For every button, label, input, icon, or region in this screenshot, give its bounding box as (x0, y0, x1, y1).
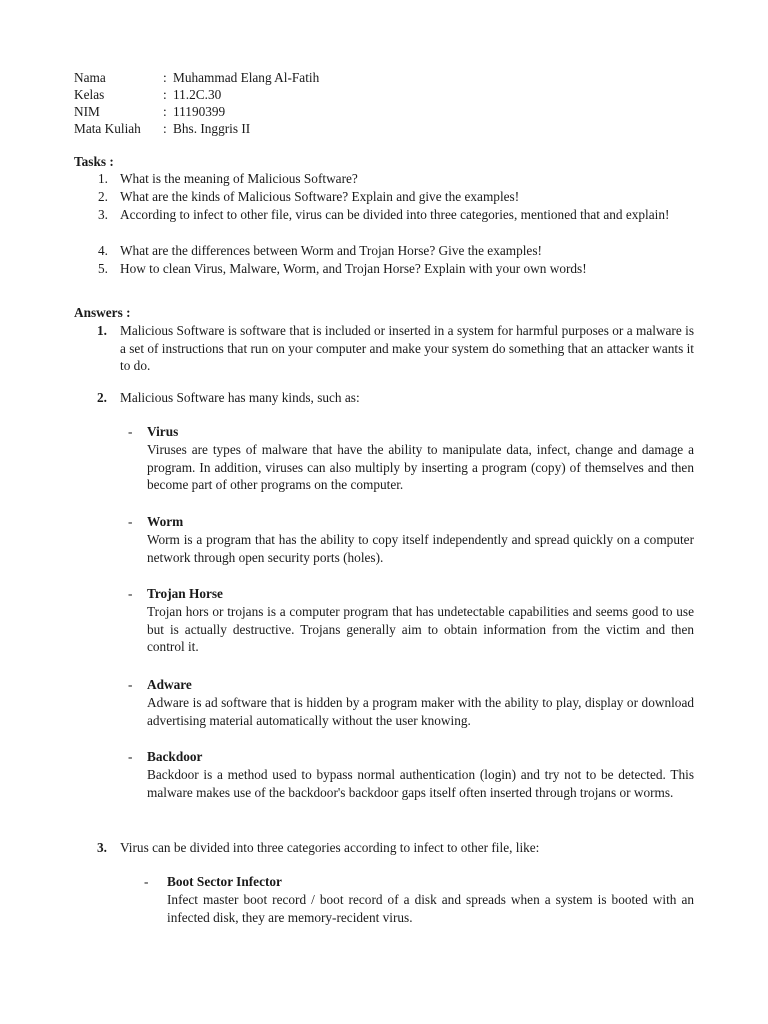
header-separator: : (163, 70, 167, 85)
answer-number: 2. (97, 390, 107, 405)
header-label: Nama (74, 70, 106, 85)
task-number: 5. (98, 261, 108, 276)
task-number: 3. (98, 207, 108, 222)
task-text: What are the differences between Worm and Trojan Horse? Give the examples! (120, 243, 542, 258)
header-value: 11.2C.30 (173, 87, 222, 102)
kind-description: Adware is ad software that is hidden by a program maker with the ability to play, display or download advertising material automatically without the user knowing. (147, 695, 694, 728)
category-title: Boot Sector Infector (167, 874, 282, 889)
task-number: 1. (98, 171, 108, 186)
header-separator: : (163, 87, 167, 102)
kind-description: Backdoor is a method used to bypass normal authentication (login) and try not to be detected. This malware makes use of the backdoor's backdoor gaps itself often inserted through trojans or worms. (147, 767, 694, 800)
answer-number: 3. (97, 840, 107, 855)
task-text: How to clean Virus, Malware, Worm, and Trojan Horse? Explain with your own words! (120, 261, 587, 276)
task-number: 2. (98, 189, 108, 204)
header-value: Bhs. Inggris II (173, 121, 251, 136)
kind-description: Viruses are types of malware that have the ability to manipulate data, infect, change and damage a program. In addition, viruses can also multiply by inserting a program (copy) of themselves and then become part of other programs on the computer. (147, 442, 694, 492)
kind-title: Adware (147, 677, 192, 692)
kind-description: Trojan hors or trojans is a computer program that has undetectable capabilities and seems good to use but is actually destructive. Trojans generally aim to obtain information from the victim and then control it. (147, 604, 694, 654)
header-label: Kelas (74, 87, 105, 102)
list-dash: - (144, 874, 149, 889)
category-description: Infect master boot record / boot record of a disk and spreads when a system is booted with an infected disk, they are memory-recident virus. (167, 892, 694, 925)
answer-text: Malicious Software is software that is included or inserted in a system for harmful purposes or a malware is a set of instructions that run on your computer and make your system do something that an attacker wants it to do. (120, 323, 694, 373)
list-dash: - (128, 749, 133, 764)
task-text: What are the kinds of Malicious Software? Explain and give the examples! (120, 189, 520, 204)
header-separator: : (163, 104, 167, 119)
header-separator: : (163, 121, 167, 136)
answer-text: Malicious Software has many kinds, such as: (120, 390, 360, 405)
header-label: Mata Kuliah (74, 121, 141, 136)
task-text: What is the meaning of Malicious Software? (120, 171, 358, 186)
list-dash: - (128, 424, 133, 439)
kind-title: Worm (147, 514, 184, 529)
tasks-heading: Tasks : (74, 154, 114, 169)
list-dash: - (128, 677, 133, 692)
list-dash: - (128, 514, 133, 529)
kind-title: Virus (147, 424, 179, 439)
answer-text: Virus can be divided into three categories according to infect to other file, like: (120, 840, 540, 855)
task-number: 4. (98, 243, 108, 258)
task-text: According to infect to other file, virus can be divided into three categories, mentioned that and explain! (120, 207, 670, 222)
list-dash: - (128, 586, 133, 601)
answer-number: 1. (97, 323, 107, 338)
answers-heading: Answers : (74, 305, 131, 320)
kind-title: Backdoor (147, 749, 203, 764)
header-label: NIM (74, 104, 100, 119)
header-value: 11190399 (173, 104, 226, 119)
kind-title: Trojan Horse (147, 586, 223, 601)
kind-description: Worm is a program that has the ability to copy itself independently and spread quickly on a computer network through open security ports (holes). (147, 532, 694, 565)
header-value: Muhammad Elang Al-Fatih (173, 70, 320, 85)
